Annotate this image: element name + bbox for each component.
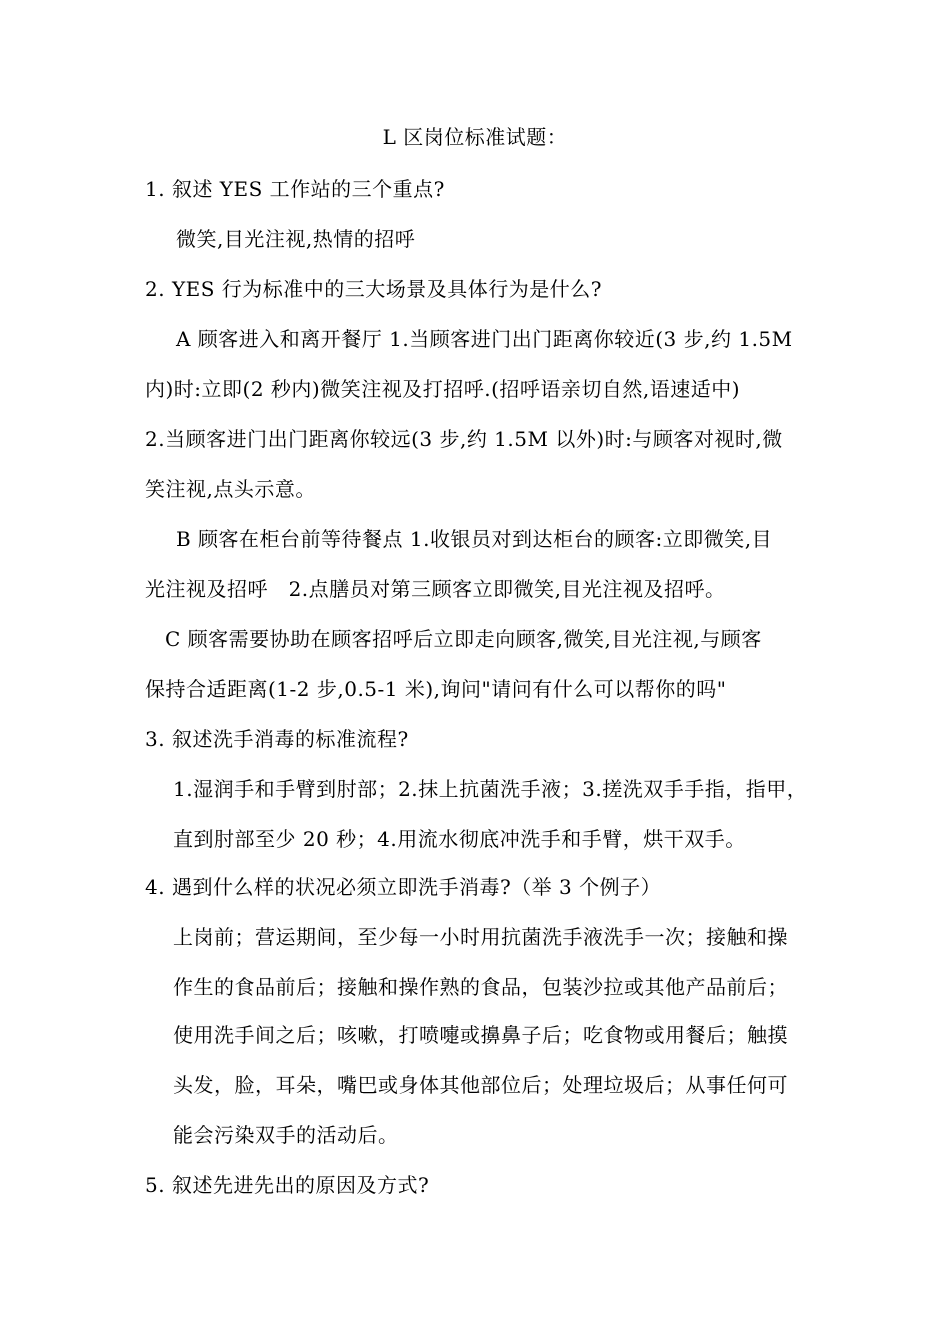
answer-2-a-line-2: 内)时:立即(2 秒内)微笑注视及打招呼.(招呼语亲切自然,语速适中) (145, 377, 741, 401)
answer-2-b-line-2: 光注视及招呼 2.点膳员对第三顾客立即微笑,目光注视及招呼。 (145, 577, 726, 601)
answer-2-a-line-3: 2.当顾客进门出门距离你较远(3 步,约 1.5M 以外)时:与顾客对视时,微 (145, 427, 783, 451)
answer-1: 微笑,目光注视,热情的招呼 (176, 227, 416, 251)
answer-4-line-3: 使用洗手间之后；咳嗽，打喷嚏或擤鼻子后；吃食物或用餐后；触摸 (173, 1023, 788, 1047)
answer-2-a-line-1: A 顾客进入和离开餐厅 1.当顾客进门出门距离你较近(3 步,约 1.5M (176, 327, 793, 351)
answer-2-c-line-2: 保持合适距离(1-2 步,0.5-1 米),询问"请问有什么可以帮你的吗" (145, 677, 727, 701)
answer-3-line-1: 1.湿润手和手臂到肘部；2.抹上抗菌洗手液；3.搓洗双手手指，指甲， (173, 777, 808, 801)
answer-2-a-line-4: 笑注视,点头示意。 (145, 477, 316, 501)
answer-3-line-2: 直到肘部至少 20 秒；4.用流水彻底冲洗手和手臂，烘干双手。 (173, 827, 746, 851)
answer-4-line-1: 上岗前；营运期间，至少每一小时用抗菌洗手液洗手一次；接触和操 (173, 925, 788, 949)
answer-2-b-line-1: B 顾客在柜台前等待餐点 1.收银员对到达柜台的顾客:立即微笑,目 (176, 527, 773, 551)
question-5: 5. 叙述先进先出的原因及方式? (145, 1173, 430, 1197)
question-2: 2. YES 行为标准中的三大场景及具体行为是什么? (145, 277, 603, 301)
answer-2-c-line-1: C 顾客需要协助在顾客招呼后立即走向顾客,微笑,目光注视,与顾客 (165, 627, 762, 651)
answer-4-line-2: 作生的食品前后；接触和操作熟的食品，包装沙拉或其他产品前后； (173, 975, 788, 999)
answer-4-line-5: 能会污染双手的活动后。 (173, 1123, 399, 1147)
question-1: 1. 叙述 YES 工作站的三个重点? (145, 177, 445, 201)
question-3: 3. 叙述洗手消毒的标准流程? (145, 727, 409, 751)
answer-4-line-4: 头发，脸，耳朵，嘴巴或身体其他部位后；处理垃圾后；从事任何可 (173, 1073, 788, 1097)
question-4: 4. 遇到什么样的状况必须立即洗手消毒?（举 3 个例子） (145, 875, 662, 899)
page-title: L 区岗位标准试题： (382, 125, 568, 149)
